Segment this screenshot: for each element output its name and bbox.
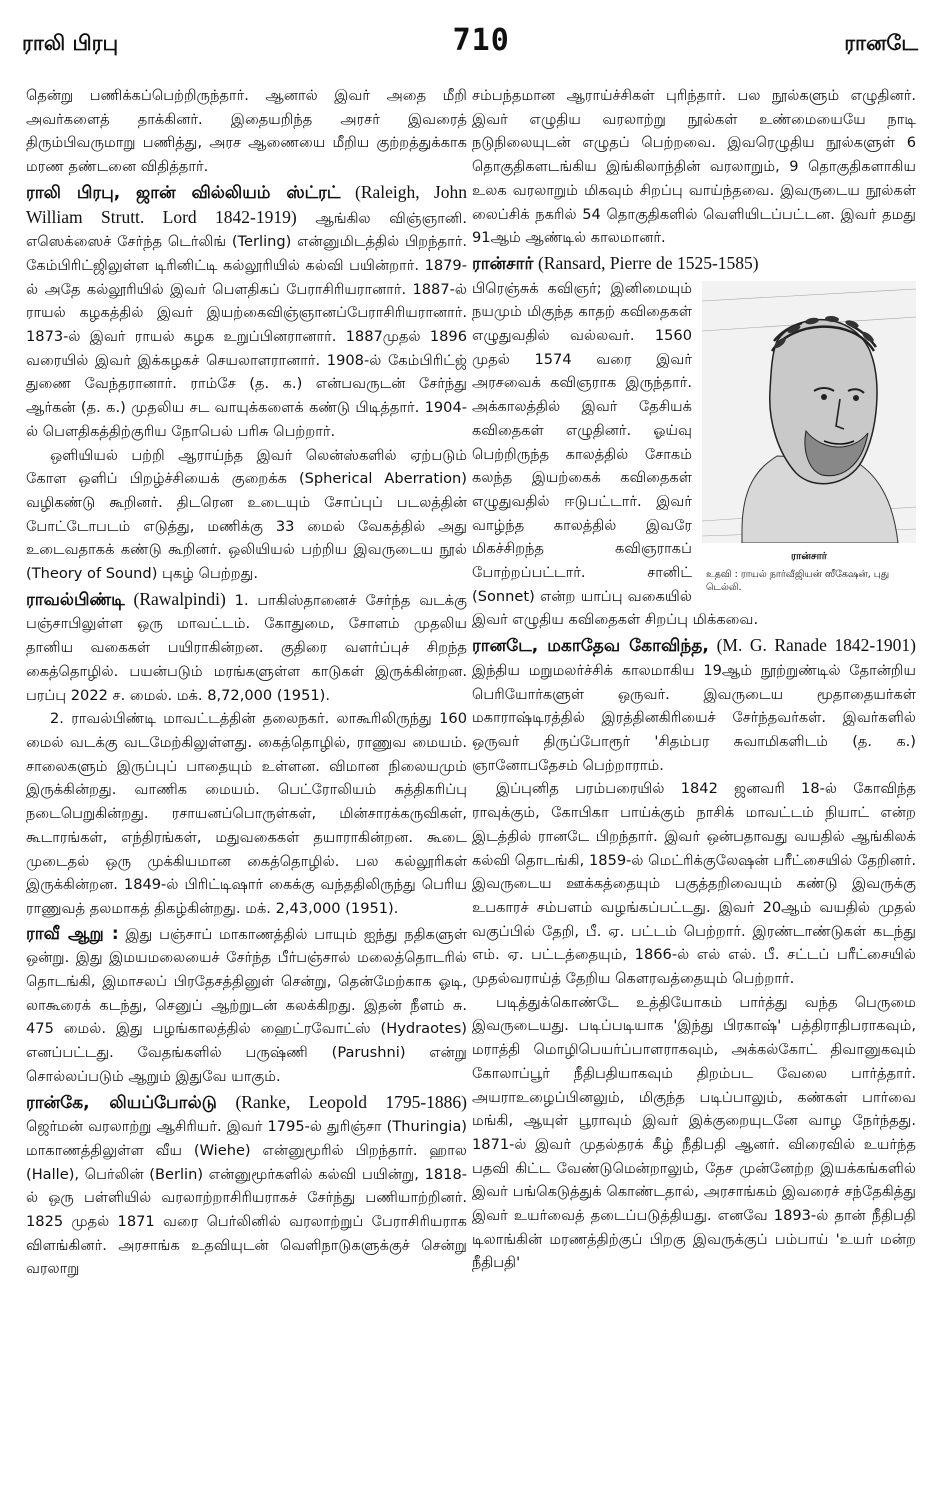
entry-body: 1. பாகிஸ்தானைச் சேர்ந்த வடக்கு பஞ்சாபிலுள்ள ஒரு மாவட்டம். கோதுமை, சோளம் முதலிய தானிய வகைகள் பயிராகின்றன. குதிரை வளர்ப்புச் சிறந்த கைத்தொழில். பயன்படும் மரங்களுள்ள காடுகள் இருக்கின்றன. பரப்பு 2022 ச. மைல். மக். 8,72,000 (1951). [26,591,467,704]
entry-raleigh [26,181,467,586]
ronsard-portrait-illustration [702,281,916,543]
figure-credit: உதவி : ராயல் நார்வீஜியன் ஸீகேஷன், புது டெல்லி. [706,569,890,594]
figure-caption: ரான்சார் [790,550,828,562]
entry-ronsard [472,252,916,632]
entry-heading: ராவல்பிண்டி [26,589,125,610]
page-number: 710 [452,23,510,58]
entry-latin-name: (Ranke, Leopold 1795-1886) [235,1091,467,1112]
entry-paragraph: படித்துக்கொண்டே உத்தியோகம் பார்த்து வந்த பெருமை இவருடையது. படிப்படியாக 'இந்து பிரகாஷ்' பத்திராதிபராகவும், மராத்தி மொழிபெயர்ப்பாளராகவும், அக்கல்கோட் திவானுகவும் கோலாப்பூர் நீதிபதியாகவும் திறம்பட வேலை பார்த்தார். அயராஉழைப்பினலும், மிகுந்த படிப்பாலும், கண்கள் பார்வை மங்கி, ஆயுள் பூராவும் இவர் இக்குறையுடனே வாழ நேர்ந்தது. 1871-ல் இவர் முதல்தரக் கீழ் நீதிபதி ஆனர். விரைவில் உயர்ந்த பதவி கிட்ட வேண்டுமென்றாலும், தேச முன்னேற்ற இயக்கங்களில் இவர் பங்கெடுத்துக் கொண்டதால், அரசாங்கம் இவரைச் சந்தேகித்து இவர் உயர்வைத் தடைப்படுத்தியது. எனவே 1893-ல் தான் நீதிபதி டிலாங்கின் மரணத்திற்குப் பிறகு இவருக்குப் பம்பாய் 'உயர் மன்ற நீதிபதி' [472,993,916,1272]
entry-rawalpindi [26,588,467,921]
entry-ranke [26,1091,467,1282]
entry-body: இந்திய மறுமலர்ச்சிக் காலமாகிய 19ஆம் நூற்றுண்டில் தோன்றிய பெரியோர்களுள் ஒருவர். இவருடைய மூதாதையர்கள் மகாராஷ்டிரத்தில் இரத்தினகிரியைச் சேர்ந்தவர்கள். இவர்களில் ஒருவர் திருப்போரூர் 'சிதம்பர சுவாமிகளிடம் (த. க.) ஞானோபதேசம் பெற்றாராம். [472,661,916,774]
entry-heading: ரான்சார் [472,253,534,274]
right-column [472,84,916,1275]
header-left-keyword: ராலி பிரபு [22,31,119,55]
entry-ravi-river [26,923,467,1089]
entry-heading: ராலி பிரபு, ஜான் வில்லியம் ஸ்ட்ரட் [26,182,341,203]
page-header [22,18,918,58]
entry-body: ஜெர்மன் வரலாற்று ஆசிரியர். இவர் 1795-ல் துரிஞ்சா (Thuringia) மாகாணத்திலுள்ள வீய (Wiehe) என்னுமூரில் பிறந்தார். ஹால (Halle), பெர்லின் (Berlin) என்னுமூர்களில் கல்வி பயின்று, 1818-ல் ஒரு பள்ளியில் வரலாற்றாசிரியராகச் சேர்ந்து பணியாற்றினர். 1825 முதல் 1871 வரை பெர்லினில் வரலாற்றுப் பேராசிரியராக விளங்கினர். அரசாங்க உதவியுடன் வெளிநாடுகளுக்குச் சென்று வரலாறு [26,1118,467,1278]
continued-paragraph: தென்று பணிக்கப்பெற்றிருந்தார். ஆனால் இவர் அதை மீறி அவர்களைத் தாக்கினர். இதையறிந்த அரசர் இவரைத் திரும்பிவருமாறு பணித்து, அரச ஆணையை மீறிய குற்றத்துக்காக மரண தண்டனை விதித்தார். [26,87,467,176]
entry-ranade [472,634,916,1275]
entry-paragraph: 2. ராவல்பிண்டி மாவட்டத்தின் தலைநகர். லாகூரிலிருந்து 160 மைல் வடக்கு வடமேற்கிலுள்ளது. கைத்தொழில், ராணுவ மையம். சாலைகளும் இருப்புப் பாதையும் உள்ளன. விமான நிலையமும் இருக்கின்றது. வாணிக மையம். பெட்ரோலியம் சுத்திகரிப்பு நடைபெறுகின்றது. ரசாயனப்பொருள்கள், மின்சாரக்கருவிகள், கூடாரங்கள், எந்திரங்கள், மதுவகைகள் தயாராகின்றன. கூடை முடைதல் ஒரு முக்கியமான கைத்தொழில். பல கல்லூரிகள் இருக்கின்றன. 1849-ல் பிரிட்டிஷார் கைக்கு வந்ததிலிருந்து பெரிய ராணுவத் தலமாகத் திகழ்கின்றது. மக். 2,43,000 (1951). [26,710,467,917]
entry-heading: ரானடே, மகாதேவ கோவிந்த, [472,636,709,657]
header-right-keyword: ரானடே [844,31,918,55]
entry-body: ஆங்கில விஞ்ஞானி. எஸெக்ஸைச் சேர்ந்த டெர்லிங் (Terling) என்னுமிடத்தில் பிறந்தார். கேம்பிரிட்ஜிலுள்ள டிரினிட்டி கல்லூரியில் கல்வி பயின்றார். 1879-ல் அதே கல்லூரியில் இவர் பௌதிகப் பேராசிரியரானார். 1887-ல் ராயல் கழகத்தில் இவர் இயற்கைவிஞ்ஞானப்பேராசிரியரானார். 1873-ல் இவர் ராயல் கழக உறுப்பினரானார். 1887முதல் 1896 வரையில் இவர் இக்கழகச் செயலாளரானார். 1908-ல் கேம்பிரிட்ஜ் துணை வேந்தரானார். ராம்சே (த. க.) என்பவருடன் சேர்ந்து ஆர்கன் (த. க.) முதலிய சட வாயுக்களைக் கண்டு பிடித்தார். 1904-ல் பௌதிகத்திற்குரிய நோபெல் பரிசு பெற்றார். [26,209,467,440]
entry-latin-name: (Ransard, Pierre de 1525-1585) [537,252,759,273]
entry-heading: ராவீ ஆறு : [26,923,119,944]
entry-heading: ரான்கே, லியப்போல்டு [26,1092,217,1113]
entry-body: இது பஞ்சாப் மாகாணத்தில் பாயும் ஐந்து நதிகளுள் ஒன்று. இது இமயமலையைச் சேர்ந்த பீர்பஞ்சால் மலைத்தொடரில் தொடங்கி, இமாசலப் பிரதேசத்தினுள் சென்று, தென்மேற்காக ஓடி, லாகூரைக் கடந்து, செனுப் ஆற்றுடன் கலக்கிறது. இதன் நீளம் சு. 475 மைல். இது பழங்காலத்தில் ஹைட்ரவோட்ஸ் (Hydraotes) எனப்பட்டது. வேதங்களில் பருஷ்ணி (Parushni) என்று சொல்லப்படும் ஆறும் இதுவே யாகும். [26,925,468,1085]
continued-paragraph: சம்பந்தமான ஆராய்ச்சிகள் புரிந்தார். பல நூல்களும் எழுதினர். இவர் எழுதிய வரலாற்று நூல்கள் உண்மையையே நாடி நடுநிலையுடன் எழுதப் பெற்றவை. இவரெழுதிய நூல்களுள் 6 தொகுதிகளடங்கிய இங்கிலாந்தின் வரலாறும், 9 தொகுதிகளாகிய உலக வரலாறும் மிகவும் சிறப்பு வாய்ந்தவை. இவருடைய நூல்கள் லைப்சிக் நகரில் 54 தொகுதிகளில் வெளியிடப்பட்டன. இவர் தமது 91ஆம் ஆண்டில் காலமானர். [472,87,916,247]
portrait-figure [702,281,916,595]
entry-latin-name: (Rawalpindi) [133,588,226,609]
entry-latin-name: (Raleigh, John William Strutt. Lord 1842-1919) [26,181,467,227]
left-column [26,84,467,1281]
entry-latin-name: (M. G. Ranade 1842-1901) [716,635,917,656]
entry-paragraph: ஒளியியல் பற்றி ஆராய்ந்த இவர் லென்ஸ்களில் ஏற்படும் கோள ஒளிப் பிறழ்ச்சியைக் குறைக்க (Spherical Aberration) வழிகண்டு கூறினர். திடரென உடையும் சோப்புப் படலத்தின் போட்டோபடம் எடுத்து, மணிக்கு 33 மைல் வேகத்தில் அது உடைவதாகக் கண்டு கூறினர். ஒலியியல் பற்றிய இவருடைய நூல் (Theory of Sound) புகழ் பெற்றது. [26,446,467,583]
entry-paragraph: இப்புனித பரம்பரையில் 1842 ஜனவரி 18-ல் கோவிந்த ராவுக்கும், கோபிகா பாய்க்கும் நாசிக் மாவட்டம் நியாட் என்ற இடத்தில் ரானடே பிறந்தார். இவர் ஒன்பதாவது வயதில் ஆங்கிலக் கல்வி தொடங்கி, 1859-ல் மெட்ரிக்குலேஷன் பரீட்சையில் தேறினர். இவருடைய ஊக்கத்தையும் பகுத்தறிவையும் கண்டு இவருக்கு உபகாரச் சம்பளம் வழங்கப்பட்டது. இவர் 20ஆம் வயதில் முதல் வகுப்பில் தேறி, பீ. ஏ. பட்டம் பெற்றார். இரண்டாண்டுகள் கடந்து எம். ஏ. பட்டத்தையும், 1866-ல் எல் எல். பீ. சட்டப் பரீட்சையில் முதல்வராய்த் தேறிய கௌரவத்தையும் பெற்றார். [472,780,916,988]
entry-body: பிரெஞ்சுக் கவிஞர்; இனிமையும் நயமும் மிகுந்த காதற் கவிதைகள் எழுதுவதில் வல்லவர். 1560 முதல் 1574 வரை இவர் அரசவைக் கவிஞராக இருந்தார். அக்காலத்தில் இவர் தேசியக் கவிதைகள் எழுதினர். ஓய்வு பெற்றிருந்த காலத்தில் சோகம் கலந்த இயற்கைக் கவிதைகள் எழுதுவதில் ஈடுபட்டார். இவர் வாழ்ந்த காலத்தில் இவரே மிகச்சிறந்த கவிஞராகப் போற்றப்பட்டார். சானிட் (Sonnet) என்ற யாப்பு வகையில் இவர் எழுதிய கவிதைகள் சிறப்பு மிக்கவை. [472,279,759,629]
